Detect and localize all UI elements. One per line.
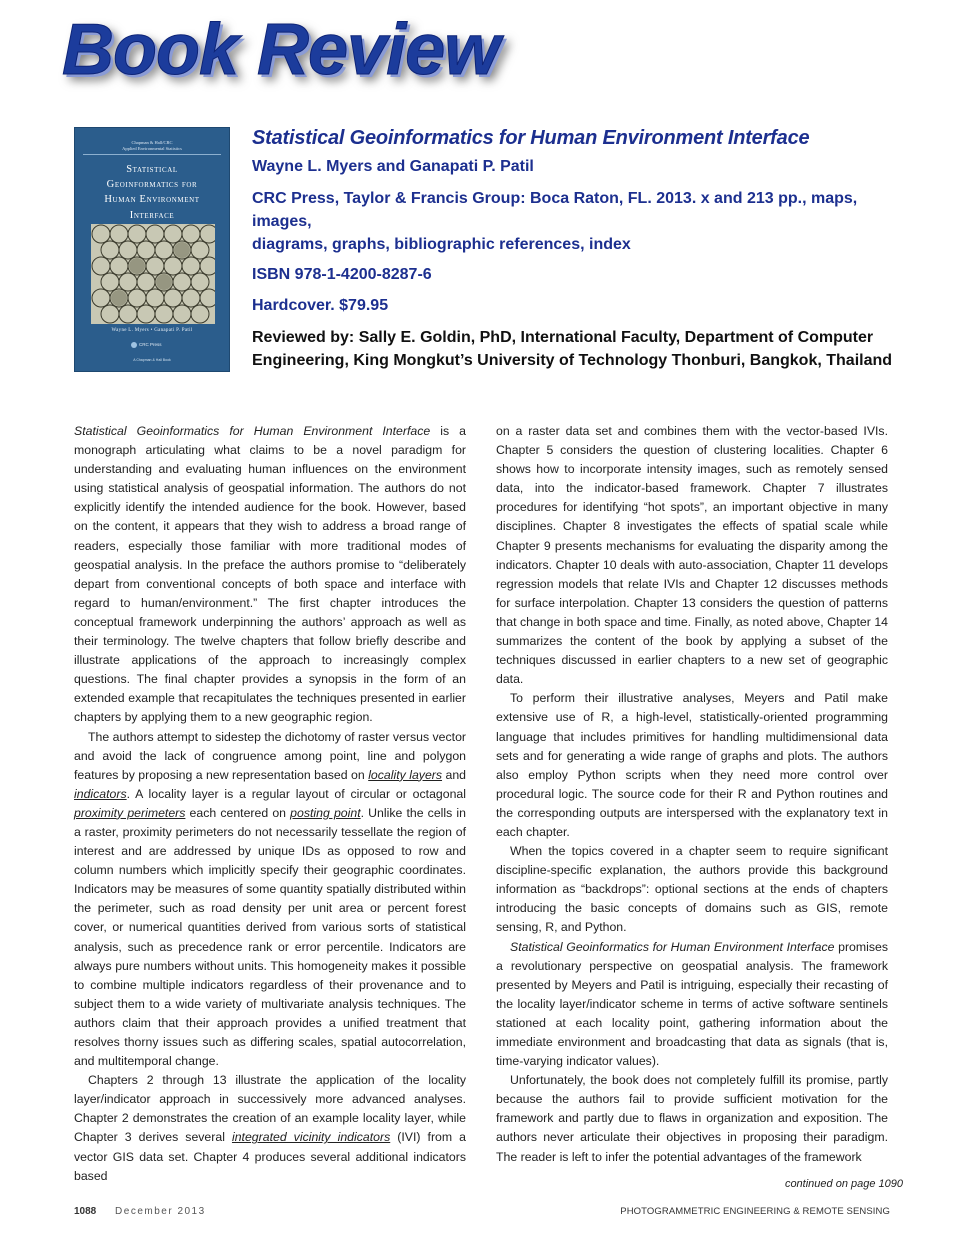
body-paragraph [74, 728, 466, 1072]
emphasis-term: locality layers [368, 767, 443, 782]
body-paragraph: To perform their illustrative analyses, Meyers and Patil make extensive use of R, a high-level, statistically-oriented programming language that includes primitives for handling multidimensional data sets and for generating a wide range of graphs and plots. The authors also employ Python scripts when they need more control over procedural logic. The source code for their R and Python routines and the corresponding outputs are interspersed with the explanatory text in each chapter. [496, 691, 888, 839]
paragraph-text: . A locality layer is a regular layout of circular or octagonal [126, 786, 466, 801]
paragraph-text: promises a revolutionary perspective on geospatial analysis. The framework presented by Meyers and Patil is intriguing, especially their recasting of the locality layer/indicator scheme in terms of active software sentinels stationed at each locality point, gathering information about the immediate environment and broadcasting that data as signals (that is, time-varying indicator values). [496, 939, 888, 1069]
paragraph-text: Chapters 2 through 13 illustrate the application of the locality layer/indicator approach in successively more advanced analyses. Chapter 2 demonstrates the creation of an example locality layer, while Chapter 3 derives several [74, 1073, 466, 1145]
cover-title [75, 162, 229, 223]
cover-series [75, 140, 229, 152]
reviewer-line: Engineering, King Mongkut’s University of Technology Thonburi, Bangkok, Thailand [252, 352, 893, 369]
book-metadata [252, 123, 912, 372]
book-publisher-line: CRC Press, Taylor & Francis Group: Boca Raton, FL. 2013. x and 213 pp., maps, images, [252, 190, 858, 230]
book-publisher [252, 187, 912, 256]
cover-authors: Wayne L. Myers • Ganapati P. Patil [111, 328, 193, 333]
body-paragraph: on a raster data set and combines them with the vector-based IVIs. Chapter 5 considers the question of clustering localities. Chapter 6 shows how to incorporate intensity images, such as remotely sensed data, into the indicator-based framework. Chapter 7 illustrates procedures for identifying “hot spots”, an important objective in many disciplines. Chapter 8 investigates the effects of spatial scale while Chapter 9 presents mechanisms for evaluating the disparity among the indicators. Chapter 10 deals with auto-association, Chapter 11 develops regression models that relate IVIs and Chapter 12 discusses methods for surface interpolation. Chapter 13 considers the question of patterns that change in both space and time. Finally, as noted above, Chapter 14 summarizes the content of the book by applying a subset of the techniques discussed in earlier chapters to a new set of geographic data. [496, 424, 888, 687]
cover-publisher-text: CRC Press [139, 342, 162, 348]
cover-divider [83, 154, 221, 155]
book-price: Hardcover. $79.95 [252, 297, 389, 314]
body-paragraph: When the topics covered in a chapter seem to require significant discipline-specific explanation, the authors provide this background information as “backdrops”: optional sections at the ends of chapters introducing the basic concepts of domains such as GIS, remote sensing, R, and Python. [496, 844, 888, 935]
cover-footer: A Chapman & Hall Book [133, 358, 171, 362]
crc-logo-icon [131, 342, 137, 348]
cover-series-line: Applied Environmental Statistics [122, 145, 182, 151]
cover-artwork [91, 224, 215, 324]
book-publisher-line: diagrams, graphs, bibliographic references, index [252, 236, 631, 253]
cover-title-line: Geoinformatics for [106, 179, 198, 191]
book-isbn: ISBN 978-1-4200-8287-6 [252, 266, 432, 283]
paragraph-text: each centered on [185, 805, 291, 820]
book-cover-image [74, 127, 230, 372]
body-paragraph [74, 1071, 466, 1186]
cover-publisher-logo [131, 342, 162, 348]
journal-name: PHOTOGRAMMETRIC ENGINEERING & REMOTE SENSING [620, 1206, 890, 1217]
page-footer [74, 1206, 890, 1217]
continued-note: continued on page 1090 [784, 1178, 903, 1190]
paragraph-text: is a monograph articulating what claims to be a novel paradigm for understanding and evaluating human influences on the environment using statistical analysis of geospatial information. The authors do not explicitly identify the intended audience for the book. However, based on the content, it appears that they wish to address a broad range of readers, especially those familiar with more traditional modes of geospatial analysis. In the preface the authors promise to “deliberately depart from conventional concepts of both space and interface with regard to human/environment.” The first chapter introduces the conceptual framework underpinning the authors’ approach as well as their terminology. The twelve chapters that follow briefly describe and illustrate applications of the approach to increasingly complex questions. The final chapter provides a synopsis in the form of an extended example that recapitulates the techniques presented in earlier chapters by applying them to a new geographic region. [74, 424, 466, 725]
reviewer-line: Reviewed by: Sally E. Goldin, PhD, International Faculty, Department of Computer [252, 329, 874, 346]
cover-title-line: Interface [129, 209, 175, 221]
emphasis-term: posting point [290, 805, 361, 820]
book-title-inline: Statistical Geoinformatics for Human Environment Interface [510, 939, 835, 954]
body-paragraph [496, 938, 888, 1072]
reviewer-credit [252, 326, 912, 372]
book-authors: Wayne L. Myers and Ganapati P. Patil [252, 158, 534, 175]
paragraph-text: . Unlike the cells in a raster, proximity perimeters do not necessarily tessellate the region of interest and are addressed by unique IDs as opposed to row and column numbers which implicitly specify their geographic coordinates. Indicators may be measures of some quantity spatially distributed within the perimeter, such as road density per unit area or percent forest cover, or numerical quantities derived from various sorts of statistical analysis, such as precedence rank or error percentile. Indicators are always pure numbers without units. This homogeneity makes it possible to combine multiple indicators regardless of their provenance and to subject them to a wide variety of multivariate analysis techniques. The authors claim that their approach provides a unified treatment that resolves thorny issues such as differing scales, spatial autocorrelation, and multitemporal change. [74, 805, 466, 1069]
emphasis-term: indicators [74, 786, 127, 801]
page-number: 1088 [74, 1206, 97, 1217]
emphasis-term: integrated vicinity indicators [231, 1130, 391, 1145]
body-paragraph [74, 422, 466, 728]
paragraph-text: The authors attempt to sidestep the dichotomy of raster versus vector and avoid the lack of congruence among point, line and polygon features by proposing a new representation based on [74, 729, 466, 782]
issue-date: December 2013 [115, 1206, 206, 1217]
cover-title-line: Statistical [126, 164, 178, 175]
masthead-title: Book Review [62, 10, 500, 90]
paragraph-text: and [442, 767, 466, 782]
cover-title-line: Human Environment [104, 194, 200, 206]
paragraph-text: (IVI) from a vector GIS data set. Chapter 4 produces several additional indicators based [74, 1130, 466, 1183]
cover-series-line: Chapman & Hall/CRC [131, 140, 173, 145]
emphasis-term: proximity perimeters [74, 805, 186, 820]
body-column-right [496, 422, 888, 1167]
body-column-left [74, 422, 466, 1186]
book-title: Statistical Geoinformatics for Human Environment Interface [252, 127, 810, 149]
book-title-inline: Statistical Geoinformatics for Human Environment Interface [74, 424, 431, 438]
body-paragraph: Unfortunately, the book does not completely fulfill its promise, partly because the authors fail to provide sufficient motivation for the framework and partly due to flaws in organization and exposition. The authors never articulate their objectives in proposing their paradigm. The reader is left to infer the potential advantages of the framework [496, 1073, 888, 1164]
